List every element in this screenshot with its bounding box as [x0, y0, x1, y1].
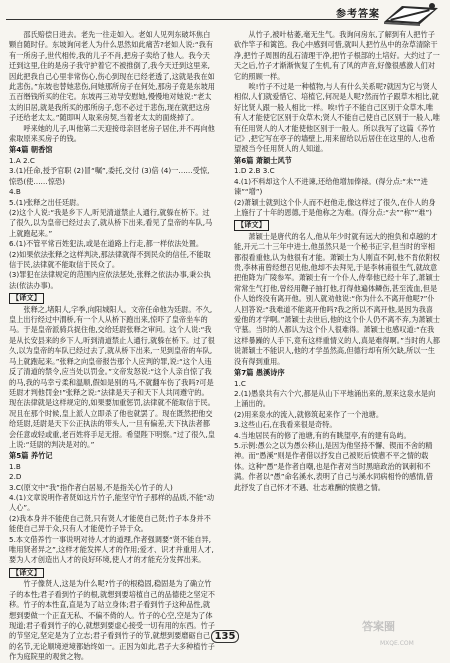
translation-tag: 【译文】: [9, 568, 44, 579]
answer-item: (2)萧颖士就到这个仆人而不赶他走,像这样过了很久,在仆人的身上施行了十年的恩德,于是他称之为难。(得分点:“去”“称”“难”): [234, 197, 436, 217]
answer-item: (3)罪犯在法律规定的范围内应依法惩处,张释之依法办事,秉公执法(依法办事)。: [9, 270, 211, 290]
answer-item: 2.D: [9, 472, 22, 482]
answer-item: (2)如果依法张释之这样判决,那法律就得不到民众的信任,不能取信于民,法律就不能取信于民众了。: [9, 249, 211, 269]
answer-item: 5.本文借养竹一事说明对待人才的道理,作者强调要“贤不能自异,唯用贤者异之”,这样才能发挥人才的作用;爱才、识才并重用人才,要为人才创造出人才的良好环境,使人才的才能充分发挥出来。: [9, 534, 214, 565]
answer-item: 3.C(原文中“我”指作者白居易,不是指关心竹子的人): [9, 482, 173, 492]
page-number: 135: [210, 631, 240, 642]
answer-item: 5.(1)张释之出任廷尉。: [9, 197, 84, 207]
page-header: [0, 0, 450, 22]
header-title: 参考答案: [336, 9, 380, 20]
translation-tag: 【译文】: [234, 220, 269, 231]
section-heading: 第6篇 萧颖士风节: [234, 155, 292, 165]
answer-item: 1.C: [234, 378, 246, 388]
section-heading: 第4篇 朝香馆: [9, 145, 53, 155]
answer-item: (2)这个人说:“我是乡下人,听见清道禁止人通行,就躲在桥下。过了很久,以为皇帝已经过去了,就从桥下出来,看见了皇帝的车队,马上就跑起来。”: [9, 207, 213, 238]
answer-item: 3.(1)任命,授予官职 (2)冒“嘱”,委托,交付 (3)倍 (4)一……受惊,惊恐(使……惊恐): [9, 166, 210, 186]
paragraph: 从竹子,被叶枯萎,毫无生气。我询问房东,了解到有人把竹子砍作竿子和篱笆。我心中感到可惜,就叫人把竹丛中的杂草清除干净,把竹子周围的乱石清理干净,把竹子根部的土培好。大约过了一天之后,竹子才渐渐恢复了生机,有了风的声音,好像很感激人们对它的照顾一样。: [234, 30, 440, 81]
answer-item: 2.(1)愚泉共有六个穴,都是从山下平地涌出来的,原来这泉水是向上涌出的。: [234, 388, 436, 409]
answer-item: 1.D 2.B 3.C: [234, 166, 275, 176]
section-heading: 第7篇 愚溪诗序: [234, 368, 285, 378]
section-heading: 第5篇 养竹记: [9, 451, 53, 461]
answer-item: 1.A 2.C: [9, 155, 35, 165]
paragraph: 唉!竹子不过是一种植物,与人有什么关系呢?就因为它与贤人相似,人们就爱惜它、培植它,何况是人呢?然而竹子跟草木相比,就好比贤人跟一般人相比一样。唉!竹子不能自己区别于众草木,唯有人才能使它区别于众草木;贤人不能自己使自己区别于一般人,唯有任用贤人的人才能使他区别于一般人。所以我写了这篇《养竹记》,把它写在亭子的墙壁上,用来留给以后居住在这里的人,也希望被当今任用贤人的人知道。: [234, 82, 440, 154]
right-column: [234, 30, 440, 590]
answer-item: 4.(1)文章说明作者贤如这片竹子,能坚守竹子那样的品质,不能“动人心”。: [9, 492, 215, 513]
answer-item: 6.(1)不管平常百姓犯法,或是在道路上行走,都一样依法处置。: [9, 239, 204, 249]
answer-item: 4.B: [9, 187, 21, 197]
answer-item: 4.(1)不料却这个人不进谏,还给他增加俸禄。(得分点:“未”“进谏”“增”): [234, 176, 428, 197]
paragraph: 邵氏赔偿日进去。老先一往走如入。老如人见列东破坏焦白颗自随时仔。东坡询问老人为什么思然如此痛苦?老如人说:“我有有一所房子,世代相传,我的儿子不肖,把房子卖给了他人。我今天迁到这里,住的是房子我守护着它不被推倒了,我今天迁到这里来,因此把我自己心里非常伤心,伤心到现在已经老透了,这就是我在如此悲伤。”东坡也替她悲伤,问她那所房子在何处,那房子竟是东坡用五百缗钱所买的住宅。东坡再三劝导安慰她,慢慢地对她说:“老太太的旧居,就是我所买的那所房子,您不必过于悲伤,现在就把这房子还给老太太。”随即叫人取来房契,当着老太太的面烧掉了。: [9, 30, 215, 123]
left-column: [9, 30, 215, 662]
answer-item: (2)我本身并不能使自己贤,只有贤人才能使自己贤;竹子本身并不能使自己异于众,只有人才能使竹子异于众。: [9, 513, 211, 534]
answer-item: (2)用来泉水的流入,就修筑起来作了一个池塘。: [234, 409, 384, 419]
answer-item: 3.这些山石,在我看来很是奇特。: [234, 420, 337, 430]
paragraph: 呼来她的儿子,叫他第二天迎接母亲回老房子居住,并不再向他索取原来买房子的钱。: [9, 123, 215, 144]
answer-item: 1.B: [9, 461, 21, 471]
books-logo-icon: [380, 2, 442, 26]
translation-tag: 【译文】: [9, 293, 44, 304]
paragraph: 张释之,堵阳人,字季,向阳城阳人。文帝任命他为廷尉。不久,皇上出行经过中渭桥,有一个人从桥下跑出来,惊吓了皇帝坐车的马。于是皇帝派骑兵捉住他,交给廷尉张释之审问。这个人说:“我是从长安县来的乡下人,听到清道禁止人通行,就躲在桥下。过了很久,以为皇帝的车队已经过去了,就从桥下出来,一见到皇帝的车队,马上就跑起来。”张释之向皇帝报告那个人应判的罪,说:“这个人违反了清道的禁令,应当处以罚金。”文帝发怒说:“这个人亲自惊了我的马,我的马幸亏柔和温顺,假如是别的马,不就翻车伤了我吗?可是廷尉才判他罚金!”张释之说:“法律是天子和天下人共同遵守的。现在法律就是这样规定的,如果要加重惩罚,法律就不能取信于民。况且在那个时候,皇上派人立即杀了他也就罢了。现在既然把他交给廷尉,廷尉是天下公正执法的带头人,一旦有偏差,天下执法者都会任意或轻或重,老百姓将手足无措。希望陛下明察。”过了很久,皇上说:“廷尉的判决是对的。”: [9, 304, 215, 449]
answer-item: 5.示例:愚公之以为愚公移山,是因为他坚持不懈、锲而不舍的精神。而“愚溪”则是作者借以抒发自己被贬后愤懑不平之情的载体。这种“愚”是作者自嘲,也是作者对当时黑暗政治的讽刺和不满。作者以“愚”命名溪水,表明了自己与溪水同病相怜的感情,借此抒发了自己怀才不遇、壮志难酬的愤懑之情。: [234, 440, 433, 492]
header-rule: [6, 19, 378, 20]
paragraph: 萧颖士是唐代的名人,他从年少时就有远大的抱负和卓越的才能,开元二十三年中进士,他虽然只是一个秘书正字,但当时的宰相都很看重他,认为他很有才能。萧颖士为人刚直不阿,他不肯依附权贵,李林甫曾经想召见他,他却不去拜见,于是李林甫很生气,就故意把他降为广陵参军。萧颖士有一个仆人,侍奉他已经十年了,萧颖士常常生气打他,曾经用鞭子抽打他,打得他遍体鳞伤,甚至流血,但是仆人始终没有离开他。别人就劝他说:“你为什么不离开他呢?”仆人回答说:“我难道不能离开他吗?我之所以不离开他,是因为我喜爱他的才学啊。”萧颖士去世后,他的这个仆人仍不离不弃,为萧颖士守墓。当时的人都认为这个仆人很难得。萧颖士也感叹道:“在我这样暴躁的人手下,竟有这样重情义的人,真是难得啊。”当时的人都说萧颖士不能识人,他的才学虽然高,但德行却有所欠缺,所以一生没有得到重用。: [234, 231, 440, 366]
watermark-url: MXQE.COM: [380, 640, 414, 647]
paragraph: 竹子像贤人,这是为什么呢?竹子的根稳固,稳固是为了确立竹子的本性;君子看到竹子的根,就想到要培植自己的品德使之坚定不移。竹子的本性直,直是为了站立身体;君子看到竹子这种品性,就想到要做一个正直无私、不偏不倚的人。竹子的心空,空是为了体现道;君子看到竹子的心,就想到要虚心接受一切有用的东西。竹子的节坚定,坚定是为了立志;君子看到竹子的节,就想到要磨砺自己的名节,无论顺境逆境都始终如一。正因为如此,君子大多种植竹子作为庭院里的观赏之物。: [9, 579, 215, 662]
watermark-logo: 答案圈: [362, 620, 395, 633]
answer-item: 4.当地居民有的修了池塘,有的有眺望亭,有的建有岛屿。: [234, 430, 411, 440]
